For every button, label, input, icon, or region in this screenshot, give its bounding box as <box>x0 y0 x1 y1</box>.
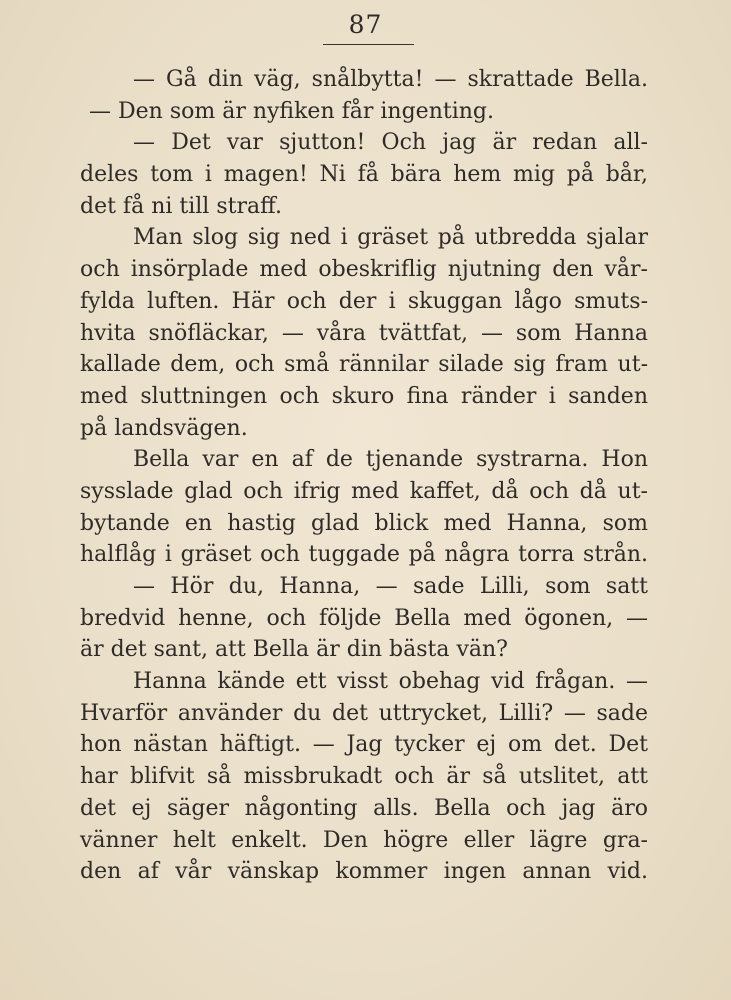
text-line: halflåg i gräset och tuggade på några torra strån. <box>80 542 648 568</box>
text-line: fylda luften. Här och der i skuggan lågo smuts- <box>80 288 648 314</box>
text-line: — Det var sjutton! Och jag är redan all- <box>133 130 648 156</box>
text-line: — Gå din väg, snålbytta! — skrattade Bella. <box>133 67 648 92</box>
text-line: hvita snöfläckar, — våra tvättfat, — som Hanna <box>80 320 648 346</box>
text-line: kallade dem, och små rännilar silade sig fram ut- <box>80 352 648 378</box>
header-rule <box>323 44 414 45</box>
text-line: vänner helt enkelt. Den högre eller lägre gra- <box>80 827 648 853</box>
body-text <box>80 64 648 888</box>
text-line: sysslade glad och ifrig med kaffet, då och då ut- <box>80 478 648 504</box>
page-number: 87 <box>348 10 383 39</box>
text-line: bytande en hastig glad blick med Hanna, som <box>80 510 648 536</box>
text-line: den af vår vänskap kommer ingen annan vid. <box>80 859 648 885</box>
text-line: det få ni till straff. <box>80 193 282 219</box>
text-line: har blifvit så missbrukadt och är så utslitet, att <box>80 764 648 790</box>
text-line: med sluttningen och skuro fina ränder i sanden <box>80 383 648 409</box>
text-line: hon nästan häftigt. — Jag tycker ej om det. Det <box>80 732 648 758</box>
text-line: deles tom i magen! Ni få bära hem mig på bår, <box>80 162 648 188</box>
text-line: Hvarför använder du det uttrycket, Lilli? — sade <box>80 700 648 726</box>
text-line: Hanna kände ett visst obehag vid frågan. — <box>133 669 648 695</box>
text-line: är det sant, att Bella är din bästa vän? <box>80 637 508 663</box>
text-line: bredvid henne, och följde Bella med ögonen, — <box>80 605 648 631</box>
text-line: Man slog sig ned i gräset på utbredda sjalar <box>133 225 648 251</box>
text-line: Bella var en af de tjenande systrarna. Hon <box>133 447 648 473</box>
text-line: det ej säger någonting alls. Bella och jag äro <box>80 795 648 821</box>
text-line: och insörplade med obeskriflig njutning den vår- <box>80 257 648 283</box>
text-line: — Hör du, Hanna, — sade Lilli, som satt <box>133 574 648 599</box>
text-line: på landsvägen. <box>80 415 248 441</box>
text-line: — Den som är nyfiken får ingenting. <box>89 98 494 124</box>
